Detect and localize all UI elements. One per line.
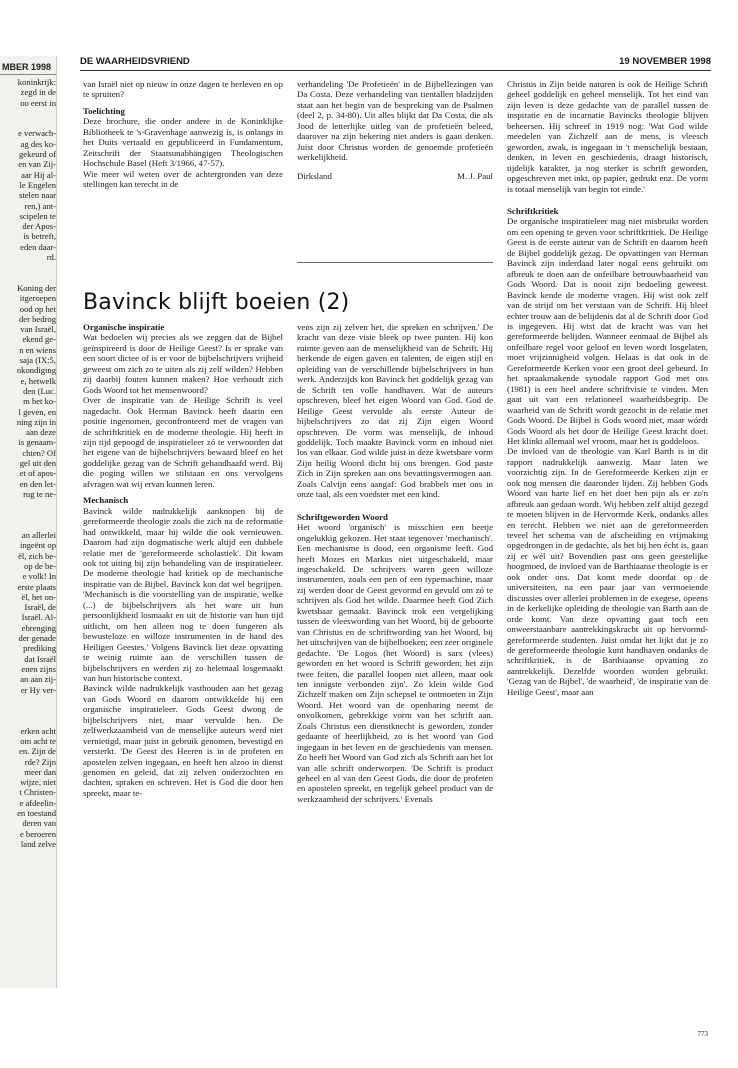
- paragraph: vens zijn zij zelven het, die spreken en schrijven.' De kracht van deze visie bleek op twee punten. Hij kon ruimte geven aan de menselijkheid van de Schrift. Hij herkende de eigen gaven en talenten, de eigen stijl en opleiding van de verschillende bijbelschrijvers in hun werk. Anderzijds kon Bavinck het goddelijk gezag van de Schrift ten volle handhaven. Wat de auteurs opschreven, bleef het eigen Woord van God. God de Heilige Geest vervulde als eerste Auteur de bijbelschrijvers zo dat zij Zijn eigen Woord opschreven. De vorm was menselijk, de inhoud goddelijk. Toch maakte Bavinck vorm en inhoud niet los van elkaar. God wilde juist in deze kwetsbare vorm Zijn heilig Woord dicht bij ons brengen. God paste Zich in Zijn spreken aan ons bevattingsvermogen aan. Zoals Calvijn eens aangaf: God brabbelt met ons in onze taal, als een voedster met een kind.: [297, 322, 493, 500]
- article-col-1: [83, 322, 283, 798]
- paragraph: Bavinck wilde nadrukkelijk aanknopen bij de gereformeerde theologie zoals die zich na de reformatie had ontwikkeld, maar hij wilde die ook vernieuwen. Daarom had zijn dogmatische werk altijd een dubbele relatie met de 'gereformeerde scholastiek'. Dit kwam ook tot uiting bij zijn behandeling van de inspiratieleer. De moderne theologie had kritiek op de mechanische inspiratie van de Bijbel. Bavinck kon dat wel begrijpen. 'Mechanisch is die voorstelling van de inspiratie, welke (...) de bijbelschrijvers als het ware uit hun persoonlijkheid losmaakt en uit de historie van hun tijd uitlicht, om hen alleen nog te doen fungeren als bewusteloze en willoze instrumenten in de hand des Heiligen Geestes.' Volgens Bavinck liet deze opvatting te weinig ruimte aan de verschillen tussen de bijbelschrijvers en werden zij zo helemaal losgemaakt van hun historische context.: [83, 505, 283, 683]
- paragraph: Wie meer wil weten over de achtergronden van deze stellingen kan terecht in de: [83, 168, 283, 190]
- section-heading: Toelichting: [83, 105, 125, 116]
- signature-place: Dirksland: [297, 170, 332, 181]
- running-header: [80, 56, 711, 71]
- paragraph: Over de inspiratie van de Heilige Schrift is veel nagedacht. Ook Herman Bavinck heeft daarin een positie ingenomen, geconfronteerd met de vragen van de schriftkritiek en de moderne theologie. Hij heeft in zijn tijd gepoogd de inspiratieleer zó te verwoorden dat het eigene van de bijbelschrijvers bewaard bleef en het goddelijke gezag van de Schrift gehandhaafd werd. Bij die poging willen we stilstaan en ons vervolgens afvragen wat wij ervan kunnen leren.: [83, 395, 283, 489]
- paragraph: van Israël niet op nieuw in onze dagen te herleven en op te spruiten?: [83, 79, 283, 100]
- section-heading: Schriftkritiek: [507, 205, 559, 216]
- section-heading: Schriftgeworden Woord: [297, 511, 388, 522]
- previous-page-header: MBER 1998: [0, 56, 56, 75]
- prev-article-col-1: [83, 79, 283, 190]
- article-end-rule: [297, 262, 493, 263]
- article-col-3: [507, 79, 708, 697]
- paragraph: verhandeling 'De Profetieën' in de Bijbellezingen van Da Costa. Deze verhandeling van tientallen bladzijden staat aan het begin van de bespreking van de Psalmen (deel 2, p. 34-80). Uit alles blijkt dat Da Costa, die als Jood de letterlijke uitleg van de profetieën beleed, daarover na zijn bekering niet anders is gaan denken. Juist door Christus worden de genoemde profetieën werkelijkheid.: [297, 79, 493, 163]
- signature-author: M. J. Paul: [457, 170, 493, 181]
- paragraph: Het woord 'organisch' is misschien een beetje ongelukkig gekozen. Het staat tegenover 'mechanisch'. Een mechanisme is dood, een organisme leeft. God heeft Mozes en Markus niet uitgeschakeld, maar ingeschakeld. De schrijvers waren geen willoze instrumenten, zoals een pen of een typemachine, maar zij werden door de Geest gevormd en gevuld om zó te schrijven als God het wilde. Daarmee heeft God Zich kwetsbaar gemaakt. Bavinck trok een vergelijking tussen de vleeswording van het Woord, bij de geboorte van Christus en de schriftwording van het Woord, bij het uitschrijven van de bijbelboeken; een zeer originele gedachte. 'De Logos (het Woord) is sarx (vlees) geworden en het woord is Schrift geworden; het zijn twee feiten, die parallel loopen niet alleen, maar ook ten innigste verbonden zijn'. Zo klein wilde God Zichzelf maken om Zijn schepsel te ontmoeten in Zijn Woord. Het woord van de openbaring neemt de onvolkomen, gebrekkige vorm van het schrift aan. Zoals Christus een dienstknecht is geworden, zonder gedaante of heerlijkheid, zo is het woord van God ingegaan in het leven en de geschiedenis van mensen. Zo heeft het Woord van God zich als Schrift aan het lot van alle schrift onderworpen. 'De Schrift is product geheel en al van den Geest Gods, die door de profeten en apostelen spreekt, en tegelijk geheel product van de werkzaamheid der schrijvers.' Evenals: [297, 522, 493, 804]
- paragraph: Wat bedoelen wij precies als we zeggen dat de Bijbel geïnspireerd is door de Heilige Geest? Is er sprake van een soort dictee of is er voor de bijbelschrijvers vrijheid geweest om zich zo te uiten als zij zelf wilden? Hebben zij daarbij fouten kunnen maken? Hoe verhoudt zich Gods Woord tot het mensenwoord?: [83, 332, 283, 395]
- paragraph: De organische inspiratieleer mag niet misbruikt worden om een opening te geven voor schriftkritiek. De Heilige Geest is de eerste auteur van de Schrift en daarom heeft de Bijbel goddelijk gezag. De opvattingen van Herman Bavinck zijn inderdaad later nogal eens gebruikt om afbreuk te doen aan de onfeilbare betrouwbaarheid van Gods Woord. Dat is nooit zijn bedoeling geweest. Bavinck kende de moderne vragen. Hij wist ook zelf van de strijd om het verstaan van de Schrift. Hij bleef echter trouw aan de belijdenis dat al de Schrift door God is ingegeven. Hij wist dat de kracht was van het gereformeerde belijden. Wanneer eenmaal de Bijbel als onfeilbare regel voor geloof en leven wordt losgelaten, moet vrijzinnigheid volgen. Helaas is dat ook in de Gereformeerde Kerken voor een groot deel gebeurd. In het spraakmakende synodale rapport God met ons (1981) is een heel andere schriftvisie te vinden. Men gaat uit van een relationeel waarheidsbegrip. De waarheid van de Schrift wordt gezocht in de relatie met Gods Woord. De Bijbel is Gods woord niet, maar wórdt Gods Woord als het door de Heilige Geest kracht doet. Het klinkt allemaal wel vroom, maar het is goddeloos.: [507, 216, 708, 446]
- section-heading: Mechanisch: [83, 495, 129, 506]
- paragraph: Deze brochure, die onder andere in de Koninklijke Bibliotheek te 's-Gravenhage aanwezig is, is onlangs in het Duits vertaald en gepubliceerd in Fundamentum, Zeitschrift der Staatsunabhängigen Theologischen Hochschule Basel (Heft 3/1966, 47-57).: [83, 116, 283, 169]
- signature: [297, 171, 493, 181]
- issue-date: 19 NOVEMBER 1998: [619, 56, 711, 67]
- prev-article-col-2: [297, 79, 493, 181]
- publication-name: DE WAARHEIDSVRIEND: [80, 56, 190, 67]
- paragraph: Bavinck wilde nadrukkelijk vasthouden aan het gezag van Gods Woord en daarom ontwikkelde hij een organische inspiratieleer. Gods Geest dwong de bijbelschrijvers niet, maar vervulde hen. De zelfwerkzaamheid van de menselijke auteurs werd niet vernietigd, maar juist in gebruik genomen, bevestigd en versterkt. 'De Geest des Heeren is in de profeten en apostelen zelven ingegaan, en heeft hen alzoo in dienst genomen en geleid, dat zij zelven onderzochten en dachten, spraken en schreven. Het is God die door hen spreekt, maar te-: [83, 683, 283, 798]
- page-number: 773: [697, 1030, 708, 1038]
- article-title: Bavinck blijft boeien (2): [83, 290, 350, 315]
- previous-page-edge: [0, 56, 57, 988]
- page-content: [80, 56, 711, 71]
- paragraph: Christus in Zijn beide naturen is ook de Heilige Schrift geheel goddelijk en geheel menselijk. Tot het eind van zijn leven is deze gedachte van de parallel tussen de inspiratie en de incarnatie Bavincks theologie blijven beheersen. Hij schreef in 1919 nog: 'Wat God wilde meedelen van Zichzelf aan de mens, is vleesch geworden, zwak, is ingegaan in 't menschelijk bestaan, denken, in leven en geschiedenis, draagt historisch, tijdelijk karakter, ja nog sterker is schrift geworden, opgeschreven met inkt, op papier, gedrukt enz. De vorm is totaal menselijk van begin tot einde.': [507, 79, 708, 194]
- article-col-2: [297, 322, 493, 804]
- paragraph: De invloed van de theologie van Karl Barth is in dit rapport nadrukkelijk aanwezig. Maar laten we voorzichtig zijn. In de Gereformeerde Kerken zijn er ook nog mensen die daaronder lijden. Zij hebben Gods Woord van harte lief en het doet hen pijn als er zo'n afbreuk aan gedaan wordt. Wij hebben zelf altijd gezegd te moeten blijven in de Hervormde Kerk, ondanks alles en terecht. Hebben we niet aan de gereformeerden teveel het schema van de afscheiding en vrijmaking opgedrongen in de gedachte, als het bij hen écht is, gaan zij er wél uit? Bovendien past ons geen geestelijke hoogmoed, de invloed van de Barthiaanse theologie is er ook onder ons. Dat komt mede doordat op de universiteiten, na een paar jaar van vermoeiende discussies over allerlei problemen in de exegese, opeens in de kerkelijke opleiding de theologie van Barth aan de orde komt. Van deze opvatting gaat toch een onweerstaanbare aantrekkingskracht uit op hervormd-gereformeerde studenten. Juist omdat het lijkt dat je zo de gereformeerde theologie kunt handhaven ondanks de schriftkritiek, is de Barthiaanse opvatting zo aantrekkelijk. Dezelfde woorden worden gebruikt. 'Gezag van de Bijbel', 'de waarheid', 'de inspiratie van de Heilige Geest', maar aan: [507, 446, 708, 697]
- previous-page-text: koninkrijk: zegd in de oo eerst in e verwach- ag des ko- gekeurd of en van Zij- aar Hij al- le Engelen stelen naar ren,) ant- scipelen te der Apos- is betreft, eden daar- rd. Koning der itgeroepen ood op het der bedrog van Israël, ekend ge- n en wiens saja (IX:5, nkondiging e, hetwelk den (Luc. m het ko- l geven, en ning zijn in aan deze is genaam- chten? Of gel uit den et of apos- en den let- rug te ne- an allerlei ingeënt op ël, zich be- op de be- e volk! In erste plaats ël, het on- Israël, de Israël. Al- ebrenging der genade prediking dat Israël enen zijns an aan zij- er Hy ver- erken acht om acht te en. Zijn de rde? Zijn meer dan wijze, niet t Christen- e afdeelin- en toestand deren van e beroeren land zelve: [16, 77, 56, 849]
- section-heading: Organische inspiratie: [83, 322, 165, 332]
